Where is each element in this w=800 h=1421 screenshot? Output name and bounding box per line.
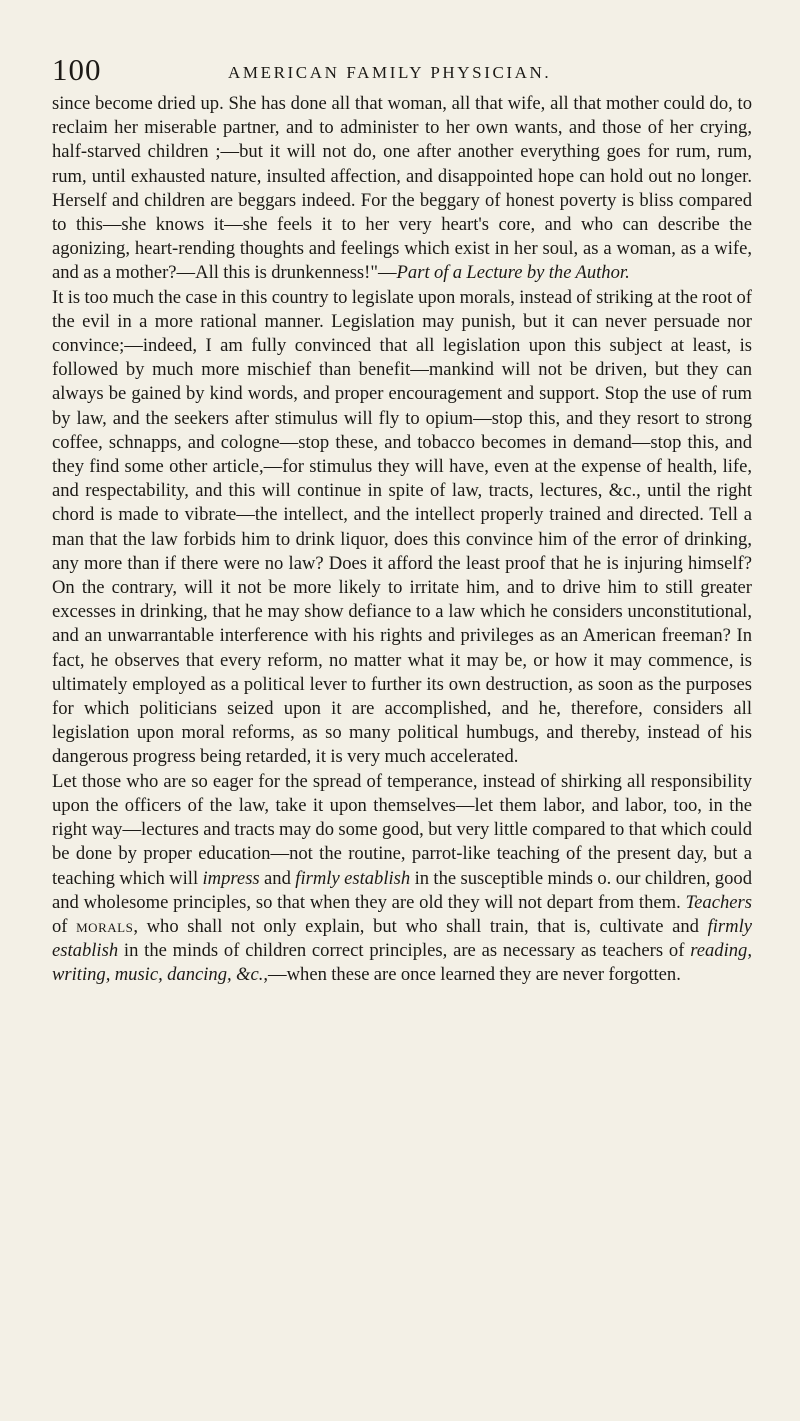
paragraph-1-text: since become dried up. She has done all that woman, all that wife, all that mother could do, to reclaim her miserable partner, and to administer to her own wants, and those of her crying, half-starved children ;—but it will not do, one after another everything goes for rum, rum, rum, until exhausted nature, insulted affection, and disappointed hope can hold out no longer. Herself and children are beggars indeed. For the beggary of honest poverty is bliss compared to this—she knows it—she feels it to her very heart's core, and who can describe the agonizing, heart-rending thoughts and feelings which exist in her soul, as a woman, as a wife, and as a mother?—All this is drunkenness!"—	[52, 93, 752, 284]
page-number: 100	[52, 52, 102, 87]
running-head: AMERICAN FAMILY PHYSICIAN.	[228, 63, 552, 82]
lecture-citation: Part of a Lecture by the Author.	[396, 262, 630, 284]
p3-emphasis-impress: impress	[202, 867, 260, 889]
page-header	[52, 52, 752, 92]
p3-emphasis-firmly-establish-2: firmly establish	[52, 915, 752, 962]
paragraph-3	[52, 770, 752, 988]
p3-text-5: , who shall not only explain, but who shall train, that is, cultivate and	[133, 915, 708, 937]
body-text	[52, 92, 752, 988]
p3-emphasis-subjects: reading, writing, music, dancing, &c.	[52, 940, 752, 986]
p3-emphasis-teachers: Teachers	[685, 891, 752, 913]
p3-text-7: ,—when these are once learned they are never forgotten.	[263, 964, 681, 986]
p3-text-2: and	[259, 867, 296, 889]
p3-text-3: in the susceptible minds o. our children, good and wholesome principles, so that when they are old they will not depart from them.	[52, 867, 752, 913]
paragraph-2-text: It is too much the case in this country to legislate upon morals, instead of striking at the root of the evil in a more rational manner. Legislation may punish, but it can never persuade nor convince;—indeed, I am fully convinced that all legislation upon this subject at least, is followed by much more mischief than benefit—mankind will not be driven, but they can always be gained by kind words, and proper encouragement and support. Stop the use of rum by law, and the seekers after stimulus will fly to opium—stop this, and they resort to strong coffee, schnapps, and cologne—stop these, and tobacco becomes in demand—stop this, and they find some other article,—for stimulus they will have, even at the expense of health, life, and respectability, and this will continue in spite of law, tracts, lectures, &c., until the right chord is made to vibrate—the intellect, and the intellect properly trained and directed. Tell a man that the law forbids him to drink liquor, does this convince him of the error of drinking, any more than if there were no law? Does it afford the least proof that he is injuring himself? On the contrary, will it not be more likely to irritate him, and to drive him to still greater excesses in drinking, that he may show defiance to a law which he considers unconstitutional, and an unwarrantable interference with his rights and privileges as an American freeman? In fact, he observes that every reform, no matter what it may be, or how it may commence, is ultimately employed as a political lever to further its own destruction, as soon as the purposes for which politicians seized upon it are accomplished, and he, therefore, considers all legislation upon moral reforms, as so many political humbugs, and thereby, instead of his dangerous progress being retarded, it is very much accelerated.	[52, 286, 752, 768]
p3-smallcaps-morals: morals	[76, 915, 134, 937]
p3-text-4: of	[52, 915, 77, 937]
paragraph-1	[52, 92, 752, 286]
p3-emphasis-firmly-establish: firmly establish	[295, 867, 411, 889]
p3-text-1: Let those who are so eager for the spread of temperance, instead of shirking all responsibility upon the officers of the law, take it upon themselves—let them labor, and labor, too, in the right way—lectures and tracts may do some good, but very little compared to that which could be done by proper education—not the routine, parrot-like teaching of the present day, but a teaching which will	[52, 770, 752, 889]
paragraph-2	[52, 286, 752, 770]
p3-text-6: in the minds of children correct principles, are as necessary as teachers of	[118, 940, 691, 962]
